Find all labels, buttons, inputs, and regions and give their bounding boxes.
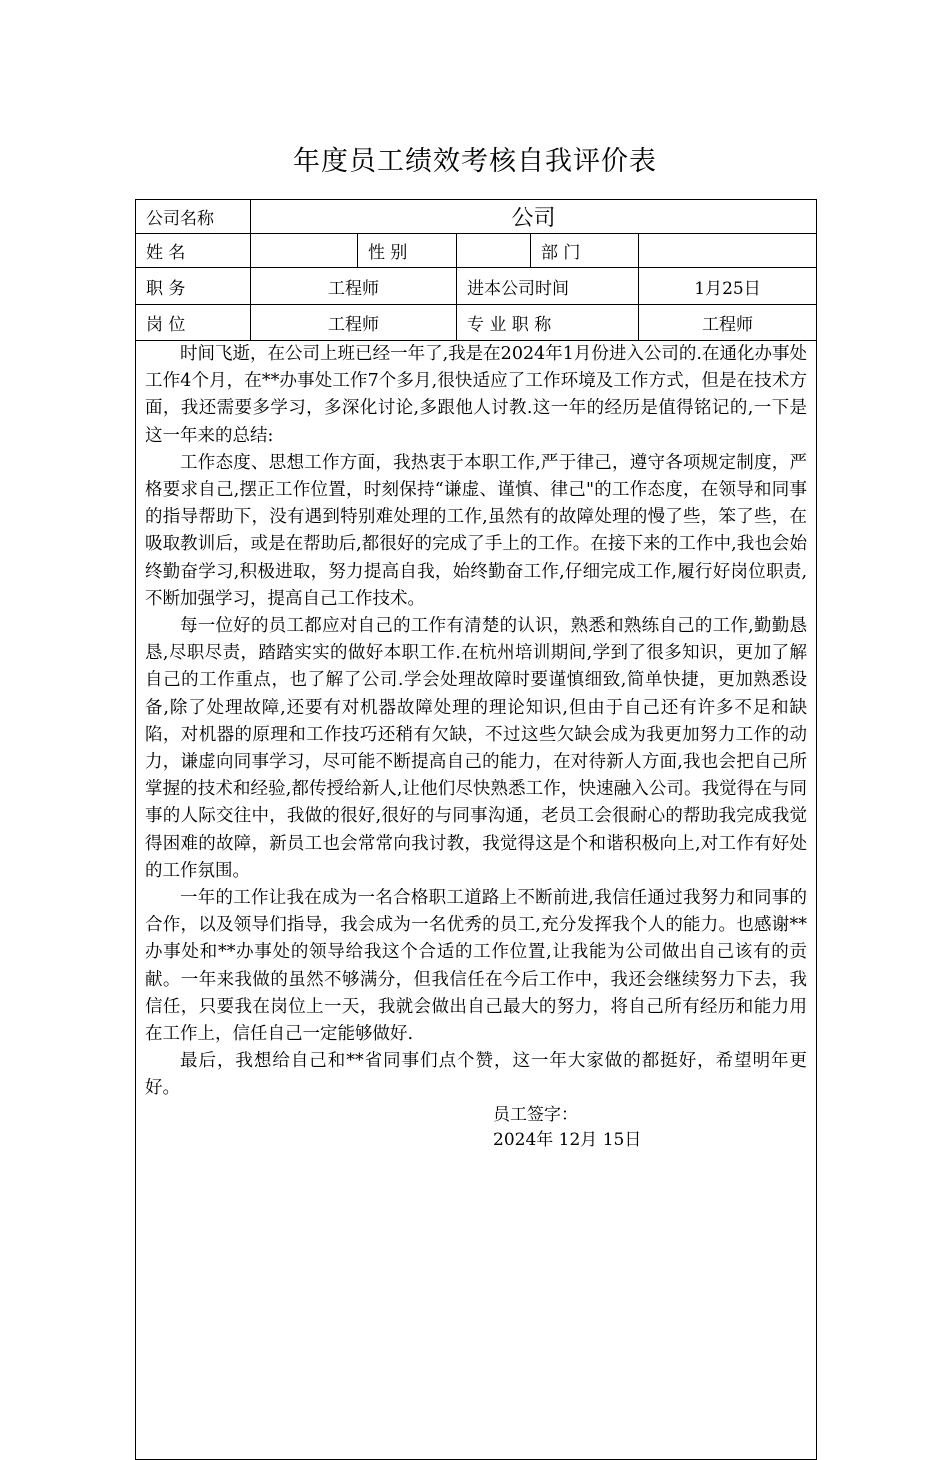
name-label: 姓 名	[136, 234, 251, 268]
professional-title-label: 专 业 职 称	[457, 305, 639, 341]
company-label: 公司名称	[136, 200, 251, 234]
post-label: 岗 位	[136, 305, 251, 341]
dept-value[interactable]	[639, 234, 817, 268]
name-value[interactable]	[251, 234, 358, 268]
page-title: 年度员工绩效考核自我评价表	[293, 146, 657, 177]
join-date-label: 进本公司时间	[457, 268, 639, 305]
paragraph: 一年的工作让我在成为一名合格职工道路上不断前进,我信任通过我努力和同事的合作，以及领导们指导，我会成为一名优秀的员工,充分发挥我个人的能力。也感谢**办事处和**办事处的领导给我这个合适的工作位置,让我能为公司做出自己该有的贡献。一年来我做的虽然不够满分，但我信任在今后工作中，我还会继续努力下去，我信任，只要我在岗位上一天，我就会做出自己最大的努力，将自己所有经历和能力用在工作上，信任自己一定能够做好.	[145, 888, 808, 1045]
self-evaluation-row	[136, 341, 817, 1460]
paragraph: 时间飞逝，在公司上班已经一年了,我是在2024年1月份进入公司的.在通化办事处工作4个月，在**办事处工作7个多月,很快适应了工作环境及工作方式，但是在技术方面，我还需要多学习，多深化讨论,多跟他人讨教.这一年的经历是值得铭记的,一下是这一年来的总结:	[145, 344, 808, 446]
position-label: 职 务	[136, 268, 251, 305]
paragraph: 工作态度、思想工作方面，我热衷于本职工作,严于律己，遵守各项规定制度，严格要求自己,摆正工作位置，时刻保持“谦虚、谨慎、律己"的工作态度，在领导和同事的指导帮助下，没有遇到特别难处理的工作,虽然有的故障处理的慢了些，笨了些，在吸取教训后，或是在帮助后,都很好的完成了手上的工作。在接下来的工作中,我也会始终勤奋学习,积极进取，努力提高自我，始终勤奋工作,仔细完成工作,履行好岗位职责,不断加强学习，提高自己工作技术。	[145, 452, 808, 609]
signature-label: 员工签字：	[493, 1104, 578, 1125]
gender-label: 性 别	[358, 234, 457, 268]
self-evaluation-text[interactable]	[136, 341, 817, 1460]
position-row	[136, 268, 817, 305]
evaluation-form	[135, 199, 817, 1460]
position-value[interactable]: 工程师	[251, 268, 457, 305]
company-row	[136, 200, 817, 234]
post-value[interactable]: 工程师	[251, 305, 457, 341]
paragraph: 最后，我想给自己和**省同事们点个赞，这一年大家做的都挺好，希望明年更好。	[145, 1051, 808, 1099]
paragraph: 每一位好的员工都应对自己的工作有清楚的认识，熟悉和熟练自己的工作,勤勤恳恳,尽职尽责，踏踏实实的做好本职工作.在杭州培训期间,学到了很多知识，更加了解自己的工作重点，也了解了公司.学会处理故障时要谨慎细致,简单快捷，更加熟悉设备,除了处理故障,还要有对机器故障处理的理论知识,但由于自己还有许多不足和缺陷，对机器的原理和工作技巧还稍有欠缺，不过这些欠缺会成为我更加努力工作的动力，谦虚向同事学习，尽可能不断提高自己的能力，在对待新人方面,我也会把自己所掌握的技术和经验,都传授给新人,让他们尽快熟悉工作，快速融入公司。我觉得在与同事的人际交往中，我做的很好,很好的与同事沟通，老员工会很耐心的帮助我完成我觉得困难的故障，新员工也会常常向我讨教，我觉得这是个和谐积极向上,对工作有好处的工作氛围。	[145, 616, 808, 881]
join-date-value[interactable]: 1月25日	[639, 268, 817, 305]
gender-value[interactable]	[457, 234, 531, 268]
post-row	[136, 305, 817, 341]
signature-date: 2024年 12月 15日	[493, 1129, 642, 1150]
company-value[interactable]: 公司	[251, 200, 817, 234]
professional-title-value[interactable]: 工程师	[639, 305, 817, 341]
name-row	[136, 234, 817, 268]
dept-label: 部 门	[531, 234, 639, 268]
